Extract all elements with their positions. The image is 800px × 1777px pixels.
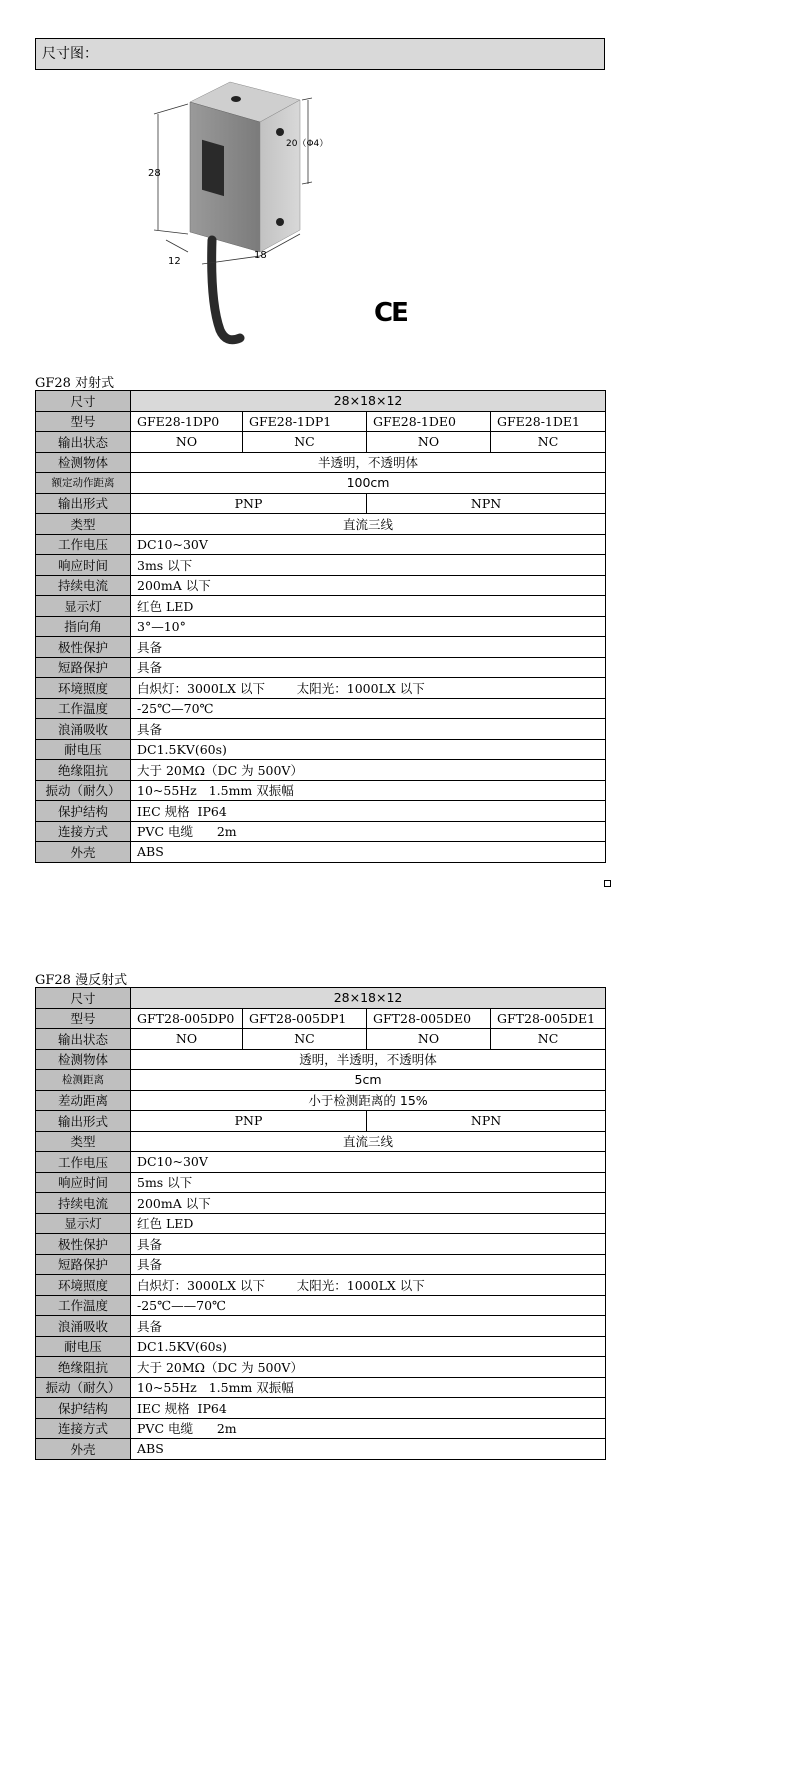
table-row xyxy=(36,432,606,453)
row-label: 短路保护 xyxy=(36,657,131,678)
row-label: 工作温度 xyxy=(36,1295,131,1316)
table-row xyxy=(36,514,606,535)
row-value: PVC 电缆 2m xyxy=(131,821,606,842)
output-state-cell: NO xyxy=(131,1029,243,1050)
table-row xyxy=(36,719,606,740)
row-label: 输出形式 xyxy=(36,1111,131,1132)
row-value: 3ms 以下 xyxy=(131,555,606,576)
table-row xyxy=(36,1377,606,1398)
table-row xyxy=(36,534,606,555)
table-row xyxy=(36,678,606,699)
table-row xyxy=(36,1070,606,1091)
table-row xyxy=(36,637,606,658)
row-label: 连接方式 xyxy=(36,821,131,842)
row-value: 具备 xyxy=(131,1254,606,1275)
section-header xyxy=(35,38,605,70)
row-label: 环境照度 xyxy=(36,678,131,699)
row-label: 响应时间 xyxy=(36,1172,131,1193)
row-value: ABS xyxy=(131,842,606,863)
table-row xyxy=(36,473,606,494)
row-value: 白炽灯：3000LX 以下 太阳光：1000LX 以下 xyxy=(131,678,606,699)
output-state-cell: NC xyxy=(243,1029,367,1050)
row-label: 极性保护 xyxy=(36,1234,131,1255)
dimension-height-label: 28 xyxy=(148,168,161,179)
model-cell: GFT28-005DE0 xyxy=(367,1008,491,1029)
row-label: 浪涌吸收 xyxy=(36,719,131,740)
row-label: 外壳 xyxy=(36,842,131,863)
row-label: 类型 xyxy=(36,1131,131,1152)
row-label: 工作电压 xyxy=(36,1152,131,1173)
object-value: 透明，半透明，不透明体 xyxy=(131,1049,606,1070)
output-form-cell: PNP xyxy=(131,493,367,514)
output-state-cell: NC xyxy=(491,1029,606,1050)
type-value: 直流三线 xyxy=(131,514,606,535)
dimension-depth-label: 12 xyxy=(168,256,181,267)
ce-mark-logo: CE xyxy=(374,298,407,328)
row-value: -25℃—70℃ xyxy=(131,698,606,719)
table-row xyxy=(36,1275,606,1296)
row-value: DC10~30V xyxy=(131,1152,606,1173)
row-value: 红色 LED xyxy=(131,1213,606,1234)
table-row xyxy=(36,1439,606,1460)
row-label: 绝缘阻抗 xyxy=(36,760,131,781)
table-row xyxy=(36,1008,606,1029)
row-label: 差动距离 xyxy=(36,1090,131,1111)
table-row xyxy=(36,596,606,617)
row-label: 连接方式 xyxy=(36,1418,131,1439)
row-value: 200mA 以下 xyxy=(131,575,606,596)
table-row xyxy=(36,1234,606,1255)
row-label: 显示灯 xyxy=(36,1213,131,1234)
table-row xyxy=(36,1049,606,1070)
table-row xyxy=(36,801,606,822)
row-value: 10~55Hz 1.5mm 双振幅 xyxy=(131,1377,606,1398)
row-label: 保护结构 xyxy=(36,1398,131,1419)
row-value: DC1.5KV(60s) xyxy=(131,1336,606,1357)
table-row xyxy=(36,988,606,1009)
model-cell: GFT28-005DP1 xyxy=(243,1008,367,1029)
size-value: 28×18×12 xyxy=(131,391,606,412)
table-row xyxy=(36,1295,606,1316)
sensor-dimension-drawing xyxy=(140,72,340,352)
diff-value: 小于检测距离的 15% xyxy=(131,1090,606,1111)
spec-table-diffuse xyxy=(35,987,606,1460)
row-value: 5ms 以下 xyxy=(131,1172,606,1193)
row-value: 大于 20MΩ（DC 为 500V） xyxy=(131,760,606,781)
row-value: IEC 规格 IP64 xyxy=(131,801,606,822)
row-label: 输出状态 xyxy=(36,432,131,453)
row-value: -25℃——70℃ xyxy=(131,1295,606,1316)
table-row xyxy=(36,493,606,514)
output-state-cell: NO xyxy=(367,1029,491,1050)
row-label: 检测距离 xyxy=(36,1070,131,1091)
row-value: 3°—10° xyxy=(131,616,606,637)
output-state-cell: NC xyxy=(243,432,367,453)
row-value: 白炽灯：3000LX 以下 太阳光：1000LX 以下 xyxy=(131,1275,606,1296)
row-label: 输出形式 xyxy=(36,493,131,514)
table-row xyxy=(36,1152,606,1173)
row-label: 工作电压 xyxy=(36,534,131,555)
output-state-cell: NO xyxy=(367,432,491,453)
dimension-top-label: 20（Φ4） xyxy=(286,139,329,149)
row-label: 检测物体 xyxy=(36,452,131,473)
dimension-width-label: 18 xyxy=(254,250,267,261)
table-row xyxy=(36,739,606,760)
row-label: 显示灯 xyxy=(36,596,131,617)
table-row xyxy=(36,1172,606,1193)
table-row xyxy=(36,411,606,432)
row-value: 具备 xyxy=(131,657,606,678)
row-label: 振动（耐久） xyxy=(36,780,131,801)
output-form-cell: NPN xyxy=(367,1111,606,1132)
row-value: 红色 LED xyxy=(131,596,606,617)
row-label: 浪涌吸收 xyxy=(36,1316,131,1337)
row-value: PVC 电缆 2m xyxy=(131,1418,606,1439)
model-cell: GFE28-1DE0 xyxy=(367,411,491,432)
table-row xyxy=(36,657,606,678)
model-cell: GFE28-1DE1 xyxy=(491,411,606,432)
table2-title: GF28 漫反射式 xyxy=(35,973,128,988)
row-label: 检测物体 xyxy=(36,1049,131,1070)
section-header-title: 尺寸图： xyxy=(42,46,98,62)
table-row xyxy=(36,452,606,473)
type-value: 直流三线 xyxy=(131,1131,606,1152)
table-row xyxy=(36,1316,606,1337)
model-cell: GFT28-005DE1 xyxy=(491,1008,606,1029)
row-value: 10~55Hz 1.5mm 双振幅 xyxy=(131,780,606,801)
row-value: 具备 xyxy=(131,1316,606,1337)
row-label: 绝缘阻抗 xyxy=(36,1357,131,1378)
table-row xyxy=(36,1111,606,1132)
table1-title: GF28 对射式 xyxy=(35,376,115,391)
table-row xyxy=(36,780,606,801)
table-row xyxy=(36,1357,606,1378)
output-form-cell: NPN xyxy=(367,493,606,514)
row-label: 类型 xyxy=(36,514,131,535)
row-value: 具备 xyxy=(131,637,606,658)
row-label: 指向角 xyxy=(36,616,131,637)
row-value: 大于 20MΩ（DC 为 500V） xyxy=(131,1357,606,1378)
row-label: 持续电流 xyxy=(36,1193,131,1214)
model-cell: GFE28-1DP0 xyxy=(131,411,243,432)
table-row xyxy=(36,555,606,576)
row-value: 具备 xyxy=(131,719,606,740)
row-value: DC10~30V xyxy=(131,534,606,555)
row-label: 短路保护 xyxy=(36,1254,131,1275)
table-row xyxy=(36,1418,606,1439)
table-row xyxy=(36,1336,606,1357)
row-label: 尺寸 xyxy=(36,988,131,1009)
distance-value: 100cm xyxy=(131,473,606,494)
table-row xyxy=(36,760,606,781)
row-label: 尺寸 xyxy=(36,391,131,412)
row-label: 振动（耐久） xyxy=(36,1377,131,1398)
row-value: 具备 xyxy=(131,1234,606,1255)
table-row xyxy=(36,616,606,637)
object-value: 半透明，不透明体 xyxy=(131,452,606,473)
row-label: 极性保护 xyxy=(36,637,131,658)
row-label: 额定动作距离 xyxy=(36,473,131,494)
row-label: 型号 xyxy=(36,1008,131,1029)
model-cell: GFE28-1DP1 xyxy=(243,411,367,432)
row-label: 输出状态 xyxy=(36,1029,131,1050)
row-label: 响应时间 xyxy=(36,555,131,576)
row-label: 持续电流 xyxy=(36,575,131,596)
table-row xyxy=(36,1398,606,1419)
row-label: 型号 xyxy=(36,411,131,432)
table-row xyxy=(36,1090,606,1111)
model-cell: GFT28-005DP0 xyxy=(131,1008,243,1029)
row-value: IEC 规格 IP64 xyxy=(131,1398,606,1419)
output-state-cell: NO xyxy=(131,432,243,453)
row-label: 耐电压 xyxy=(36,1336,131,1357)
row-value: DC1.5KV(60s) xyxy=(131,739,606,760)
row-label: 耐电压 xyxy=(36,739,131,760)
output-form-cell: PNP xyxy=(131,1111,367,1132)
table-row xyxy=(36,1193,606,1214)
spec-table-thru-beam xyxy=(35,390,606,863)
row-value: ABS xyxy=(131,1439,606,1460)
table-row xyxy=(36,1254,606,1275)
table-row xyxy=(36,391,606,412)
row-value: 200mA 以下 xyxy=(131,1193,606,1214)
row-label: 工作温度 xyxy=(36,698,131,719)
table-row xyxy=(36,1131,606,1152)
table-row xyxy=(36,698,606,719)
table-row xyxy=(36,1029,606,1050)
table-row xyxy=(36,821,606,842)
row-label: 环境照度 xyxy=(36,1275,131,1296)
table-row xyxy=(36,1213,606,1234)
distance-value: 5cm xyxy=(131,1070,606,1091)
table-row xyxy=(36,842,606,863)
output-state-cell: NC xyxy=(491,432,606,453)
row-label: 保护结构 xyxy=(36,801,131,822)
table-resize-handle[interactable] xyxy=(604,880,611,887)
row-label: 外壳 xyxy=(36,1439,131,1460)
size-value: 28×18×12 xyxy=(131,988,606,1009)
table-row xyxy=(36,575,606,596)
